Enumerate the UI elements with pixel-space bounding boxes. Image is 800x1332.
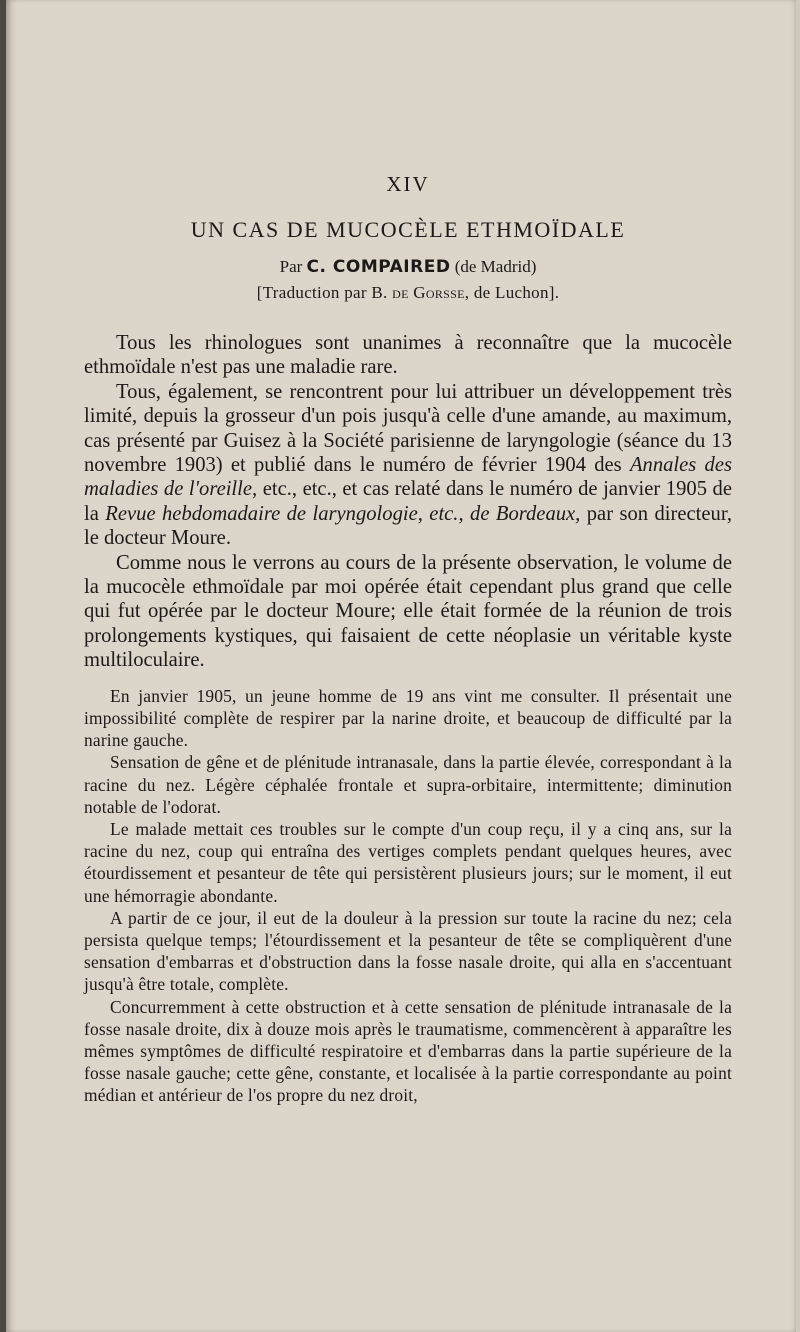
intro-p2-text-b: etc., etc., et cas relaté dans le numéro de janvier 1905 de la	[84, 478, 732, 525]
page-content	[84, 172, 732, 1107]
intro-paragraph-3: Comme nous le verrons au cours de la présente observation, le volume de la mucocèle ethmoïdale par moi opérée était cependant plus grand que celle qui fut opérée par le docteur Moure; elle était formée de la réunion de trois prolongements kystiques, qui faisaient de cette néoplasie un véritable kyste multiloculaire.	[84, 551, 732, 672]
case-paragraph-5: Concurremment à cette obstruction et à cette sensation de plénitude intranasale de la fosse nasale droite, dix à douze mois après le traumatisme, commencèrent à apparaître les mêmes symptômes de difficulté respiratoire et d'embarras dans la partie supérieure de la fosse nasale gauche; cette gêne, constante, et localisée à la partie correspondante au point médian et antérieur de l'os propre du nez droit,	[84, 996, 732, 1106]
article-title: UN CAS DE MUCOCÈLE ETHMOÏDALE	[190, 217, 626, 242]
author-name: C. COMPAIRED	[306, 257, 451, 277]
author-place: (de Madrid)	[454, 257, 537, 276]
case-paragraph-1: En janvier 1905, un jeune homme de 19 ans vint me consulter. Il présentait une impossibilité complète de respirer par la narine droite, et beaucoup de difficulté par la narine gauche.	[84, 685, 732, 751]
introduction	[84, 331, 732, 673]
intro-paragraph-2	[84, 380, 732, 551]
byline-prefix: Par	[279, 257, 303, 276]
case-report	[84, 685, 732, 1107]
case-paragraph-2: Sensation de gêne et de plénitude intranasale, dans la partie élevée, correspondant à la racine du nez. Légère céphalée frontale et supra-orbitaire, intermittente; diminution notable de l'odorat.	[84, 752, 732, 817]
case-paragraph-4: A partir de ce jour, il eut de la douleur à la pression sur toute la racine du nez; cela persista quelque temps; l'étourdissement et la pesanteur de tête se compliquèrent d'une sensation d'embarras et d'obstruction dans la fosse nasale droite, qui alla en s'accentuant jusqu'à être totale, complète.	[84, 907, 732, 995]
translation-prefix: [Traduction par B.	[256, 283, 388, 302]
translator-name: de Gorsse	[392, 283, 465, 302]
chapter-number: XIV	[386, 172, 430, 196]
journal-title-revue: Revue hebdomadaire de laryngologie, etc., de Bordeaux,	[105, 502, 581, 525]
byline	[84, 257, 732, 277]
journal-title-annales: Annales des maladies de l'oreille,	[84, 454, 733, 501]
translation-note	[84, 283, 732, 303]
translation-suffix: , de Luchon].	[464, 283, 560, 302]
intro-p2-text-c: par son directeur, le docteur Moure.	[84, 502, 733, 550]
book-page	[6, 0, 796, 1332]
intro-paragraph-1: Tous les rhinologues sont unanimes à reconnaître que la mucocèle ethmoïdale n'est pas une maladie rare.	[84, 332, 732, 379]
intro-p2-text-a: Tous, également, se rencontrent pour lui attribuer un développement très limité, depuis la grosseur d'un pois jusqu'à celle d'une amande, au maximum, cas présenté par Guisez à la Société parisienne de laryngologie (séance du 13 novembre 1903) et publié dans le numéro de février 1904 des	[84, 380, 732, 477]
case-paragraph-3: Le malade mettait ces troubles sur le compte d'un coup reçu, il y a cinq ans, sur la racine du nez, coup qui entraîna des vertiges complets pendant quelques heures, avec étourdissement et pesanteur de tête qui persistèrent plusieurs jours; sur le moment, il eut une hémorragie abondante.	[84, 818, 732, 906]
